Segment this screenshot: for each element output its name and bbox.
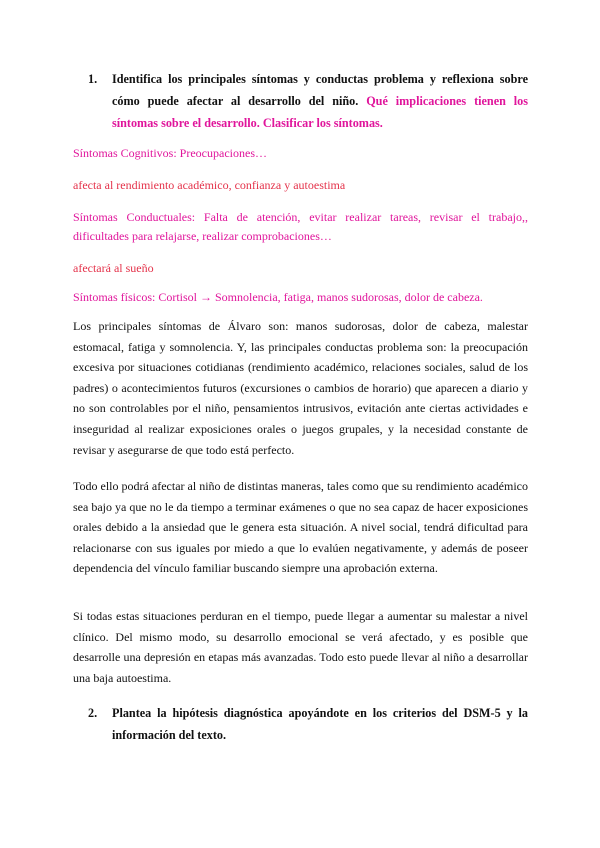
question-1-prompt: Identifica los principales síntomas y conductas problema y reflexiona sobre cómo puede afectar al desarrollo del niño. bbox=[112, 72, 528, 108]
paragraph-long-term: Si todas estas situaciones perduran en el tiempo, puede llegar a aumentar su malestar a nivel clínico. Del mismo modo, su desarrollo emocional se verá afectado, y es posible que desarrolle una depresión en etapas más avanzadas. Todo esto puede llevar al niño a desarrollar una baja autoestima. bbox=[73, 609, 528, 685]
question-2-number: 2. bbox=[88, 706, 98, 720]
question-2-text: Plantea la hipótesis diagnóstica apoyándote en los criterios del DSM-5 y la información del texto. bbox=[112, 706, 528, 742]
question-1 bbox=[88, 68, 528, 134]
question-1-highlight: Qué implicaciones tienen los síntomas sobre el desarrollo. Clasificar los síntomas. bbox=[112, 94, 529, 130]
note-physical-symptoms: Síntomas físicos: Cortisol → Somnolencia, fatiga, manos sudorosas, dolor de cabeza. bbox=[73, 290, 483, 304]
question-1-number: 1. bbox=[88, 72, 98, 86]
paragraph-effects: Todo ello podrá afectar al niño de distintas maneras, tales como que su rendimiento académico sea bajo ya que no le da tiempo a terminar exámenes o que no sea capaz de hacer exposiciones orales debido a la ansiedad que le genera esta situación. A nivel social, tendrá dificultad para relacionarse con sus iguales por miedo a que lo evalúen negativamente, y además de poseer dependencia del vínculo familiar buscando siempre una aprobación externa. bbox=[73, 479, 528, 576]
note-cognitive-symptoms: Síntomas Cognitivos: Preocupaciones… bbox=[73, 146, 267, 160]
note-behavioral-symptoms: Síntomas Conductuales: Falta de atención, evitar realizar tareas, revisar el trabajo,, dificultades para relajarse, realizar comprobaciones… bbox=[73, 210, 528, 243]
question-2 bbox=[88, 702, 528, 746]
note-behavioral-effect: afectará al sueño bbox=[73, 261, 154, 275]
note-cognitive-effect: afecta al rendimiento académico, confianza y autoestima bbox=[73, 178, 346, 192]
question-1-text bbox=[112, 68, 528, 134]
paragraph-symptoms: Los principales síntomas de Álvaro son: manos sudorosas, dolor de cabeza, malestar estomacal, fatiga y somnolencia. Y, las principales conductas problema son: la preocupación excesiva por situaciones cotidianas (rendimiento académico, relaciones sociales, salud de los padres) o acontecimientos futuros (excursiones o cambios de horario) que aparecen a diario y no son controlables por el niño, pensamientos intrusivos, evitación ante ciertas actividades e inseguridad al realizar exposiciones orales o juegos grupales, y la necesidad constante de revisar y asegurarse de que todo está perfecto. bbox=[73, 319, 528, 457]
